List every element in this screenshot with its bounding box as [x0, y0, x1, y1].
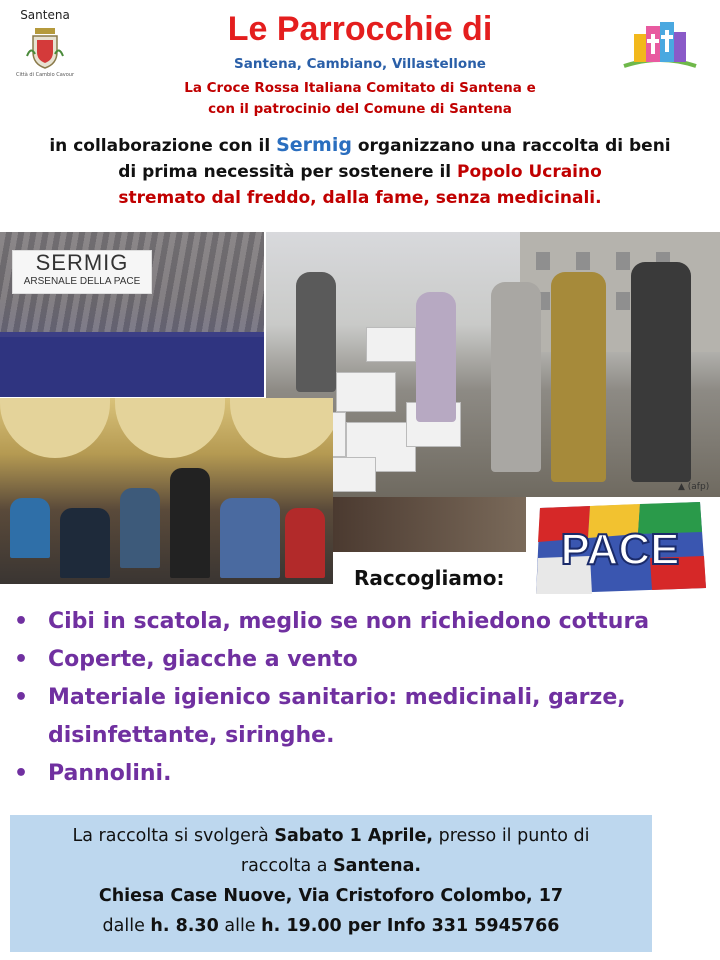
poster-header — [0, 0, 720, 230]
sermig-name: Sermig — [276, 134, 352, 156]
info-line-2 — [10, 851, 652, 881]
bullet-icon: • — [14, 647, 29, 672]
aid-distribution-photo — [266, 232, 720, 497]
list-item-text: Pannolini. — [48, 761, 172, 786]
info-line-4 — [10, 911, 652, 941]
info-text: La raccolta si svolgerà — [72, 826, 275, 846]
list-item — [14, 755, 714, 793]
collect-heading: Raccogliamo: — [354, 566, 505, 590]
sermig-logo-line-2: ARSENALE DELLA PACE — [23, 276, 141, 287]
list-item — [14, 641, 714, 679]
coat-caption: Città di Cambio Cavour — [15, 72, 75, 78]
bullet-icon: • — [14, 685, 29, 710]
sermig-logo — [12, 250, 152, 294]
popolo-ucraino: Popolo Ucraino — [457, 162, 602, 182]
red-cross-line-1: La Croce Rossa Italiana Comitato di Santena e — [184, 80, 536, 96]
event-date: Sabato 1 Aprile, — [274, 826, 434, 846]
event-info-box — [10, 815, 652, 952]
info-line-3 — [10, 881, 652, 911]
intro-part-2: organizzano una raccolta di beni di prima necessità per sostenere il — [118, 136, 671, 182]
info-line-1 — [10, 821, 652, 851]
red-cross-line-2: con il patrocinio del Comune di Santena — [208, 101, 512, 117]
list-item-text: Materiale igienico sanitario: medicinali, garze, disinfettante, siringhe. — [48, 685, 626, 748]
event-address: Chiesa Case Nuove, Via Cristoforo Colombo, 17 — [98, 886, 564, 906]
list-item — [14, 679, 714, 755]
info-text: presso il punto di — [433, 826, 590, 846]
collect-list — [14, 603, 714, 793]
info-text: raccolta a — [240, 856, 334, 876]
people-photo-strip — [333, 497, 526, 552]
town-name: Santena — [20, 8, 70, 22]
sermig-logo-line-1: SERMIG — [35, 250, 129, 275]
event-town: Santena. — [333, 856, 422, 876]
list-item — [14, 603, 714, 641]
bullet-icon: • — [14, 761, 29, 786]
info-text: alle — [218, 916, 262, 936]
intro-part-1: in collaborazione con il — [49, 136, 277, 156]
end-time-and-phone: h. 19.00 per Info 331 5945766 — [261, 916, 560, 936]
metro-shelter-photo — [0, 398, 333, 584]
intro-line-3: stremato dal freddo, dalla fame, senza medicinali. — [118, 188, 602, 208]
parishes-list: Santena, Cambiano, Villastellone — [234, 56, 486, 72]
bullet-icon: • — [14, 609, 29, 634]
intro-text — [40, 132, 680, 211]
photo-credit: ▲ (afp) — [678, 482, 710, 492]
start-time: h. 8.30 — [150, 916, 219, 936]
info-text: dalle — [102, 916, 151, 936]
pace-flag-text: PACE — [560, 525, 680, 574]
poster-title: Le Parrocchie di — [227, 10, 493, 48]
pace-flag-icon — [530, 498, 710, 598]
list-item-text: Cibi in scatola, meglio se non richiedono cottura — [48, 609, 650, 634]
list-item-text: Coperte, giacche a vento — [48, 647, 358, 672]
